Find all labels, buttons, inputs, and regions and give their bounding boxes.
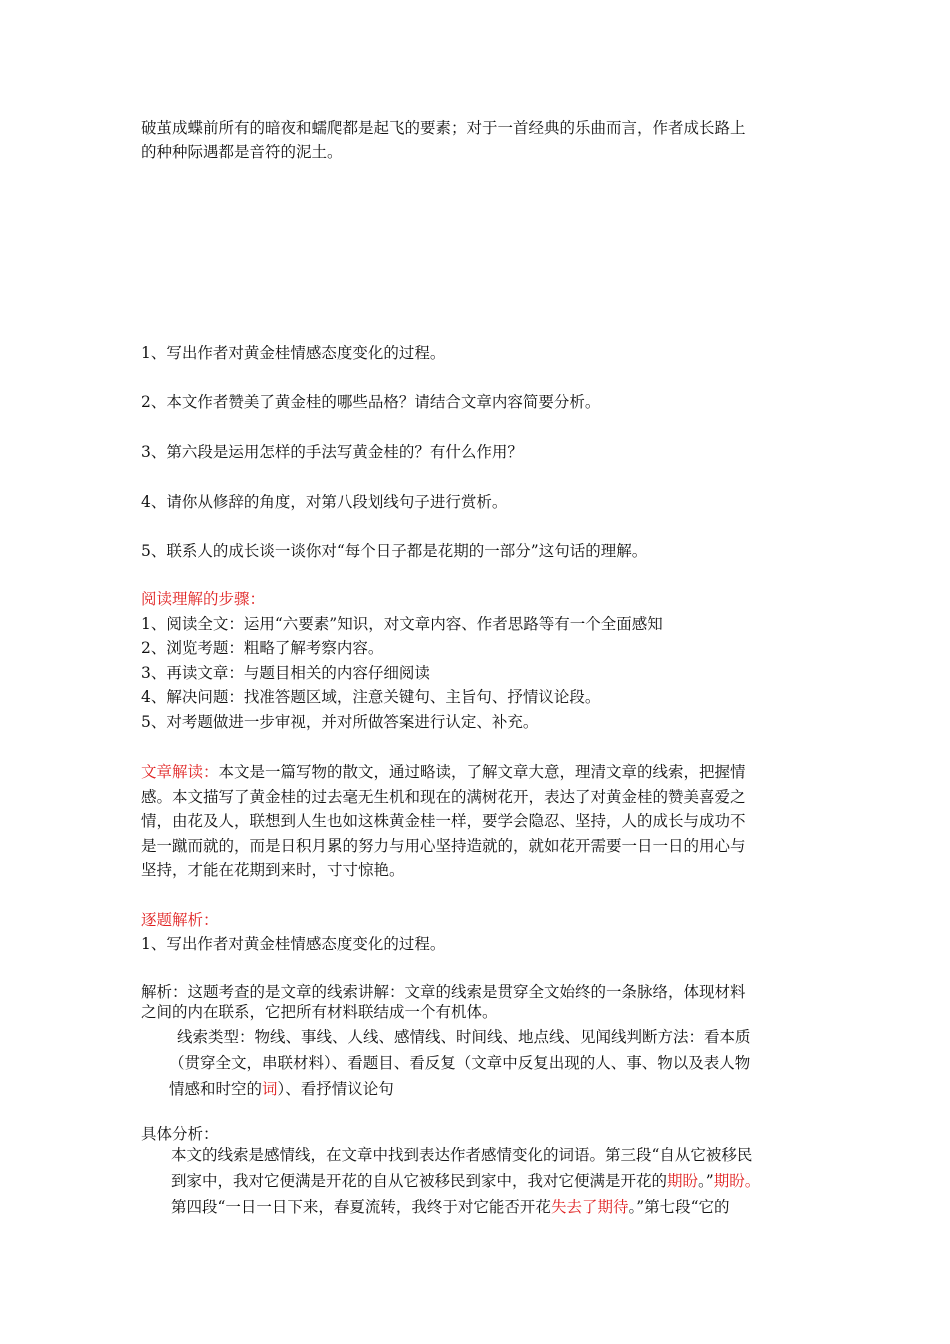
- highlight-word: 词: [262, 1080, 278, 1098]
- question-2: 2、本文作者赞美了黄金桂的哪些品格？请结合文章内容简要分析。: [141, 393, 601, 411]
- reading-steps: [141, 587, 821, 734]
- spec-line: 第四段“一日一日下来，春夏流转，我终于对它能否开花失去了期待。”第七段“它的: [171, 1198, 730, 1216]
- step-item: 1、阅读全文：运用“六要素”知识，对文章内容、作者思路等有一个全面感知: [141, 614, 663, 633]
- highlight-word: 失去了期待: [550, 1198, 629, 1216]
- article-line: 情，由花及人，联想到人生也如这株黄金桂一样，要学会隐忍、坚持，人的成长与成功不: [141, 812, 746, 830]
- step-item: 4、解决问题：找准答题区域，注意关键句、主旨句、抒情议论段。: [141, 688, 601, 706]
- question-3: 3、第六段是运用怎样的手法写黄金桂的？有什么作用？: [141, 443, 523, 461]
- types-line: 情感和时空的词）、看抒情议论句: [169, 1080, 394, 1098]
- spec-line: 本文的线索是感情线，在文章中找到表达作者感情变化的词语。第三段“自从它被移民: [171, 1146, 753, 1164]
- specific-analysis: [141, 1142, 861, 1220]
- question-1: 1、写出作者对黄金桂情感态度变化的过程。: [141, 344, 446, 362]
- intro-paragraph: [141, 116, 821, 164]
- article-label: 文章解读：: [141, 763, 219, 781]
- article-line: 坚持，才能在花期到来时，寸寸惊艳。: [141, 861, 405, 879]
- types-line: （贯穿全文，串联材料）、看题目、看反复（文章中反复出现的人、事、物以及表人物: [169, 1054, 751, 1072]
- highlight-word: 期盼: [667, 1172, 699, 1190]
- intro-line-2: 的种种际遇都是音符的泥土。: [141, 143, 343, 161]
- steps-heading: 阅读理解的步骤：: [141, 590, 266, 608]
- question-5: 5、联系人的成长谈一谈你对“每个日子都是花期的一部分”这句话的理解。: [141, 542, 648, 560]
- explanation-paragraph: [141, 982, 821, 1022]
- specific-heading: 具体分析：: [141, 1125, 219, 1143]
- analysis-question-1: 1、写出作者对黄金桂情感态度变化的过程。: [141, 935, 446, 953]
- question-4: 4、请你从修辞的角度，对第八段划线句子进行赏析。: [141, 493, 508, 511]
- article-line: 本文是一篇写物的散文，通过略读，了解文章大意，理清文章的线索，把握情: [218, 763, 746, 781]
- types-line: 线索类型：物线、事线、人线、感情线、时间线、地点线、见闻线判断方法：看本质: [177, 1028, 751, 1046]
- article-line: 感。本文描写了黄金桂的过去毫无生机和现在的满树花开，表达了对黄金桂的赞美喜爱之: [141, 787, 746, 806]
- article-interpretation: [141, 760, 821, 883]
- question-analysis: [141, 908, 821, 956]
- highlight-word: 期盼: [713, 1172, 745, 1190]
- step-item: 3、再读文章：与题目相关的内容仔细阅读: [141, 663, 430, 682]
- analysis-heading: 逐题解析：: [141, 911, 219, 929]
- explain-line: 解析：这题考查的是文章的线索讲解：文章的线索是贯穿全文始终的一条脉络，体现材料: [141, 983, 746, 1001]
- spec-line: 到家中，我对它便满是开花的自从它被移民到家中，我对它便满是开花的期盼。”期盼。: [171, 1172, 761, 1190]
- explain-line: 之间的内在联系，它把所有材料联结成一个有机体。: [141, 1003, 498, 1021]
- step-item: 5、对考题做进一步审视，并对所做答案进行认定、补充。: [141, 712, 539, 731]
- step-item: 2、浏览考题：粗略了解考察内容。: [141, 639, 384, 657]
- article-line: 是一蹴而就的，而是日积月累的努力与用心坚持造就的，就如花开需要一日一日的用心与: [141, 836, 746, 855]
- intro-line-1: 破茧成蝶前所有的暗夜和蠕爬都是起飞的要素；对于一首经典的乐曲而言，作者成长路上: [141, 119, 746, 137]
- clue-types: [141, 1024, 837, 1102]
